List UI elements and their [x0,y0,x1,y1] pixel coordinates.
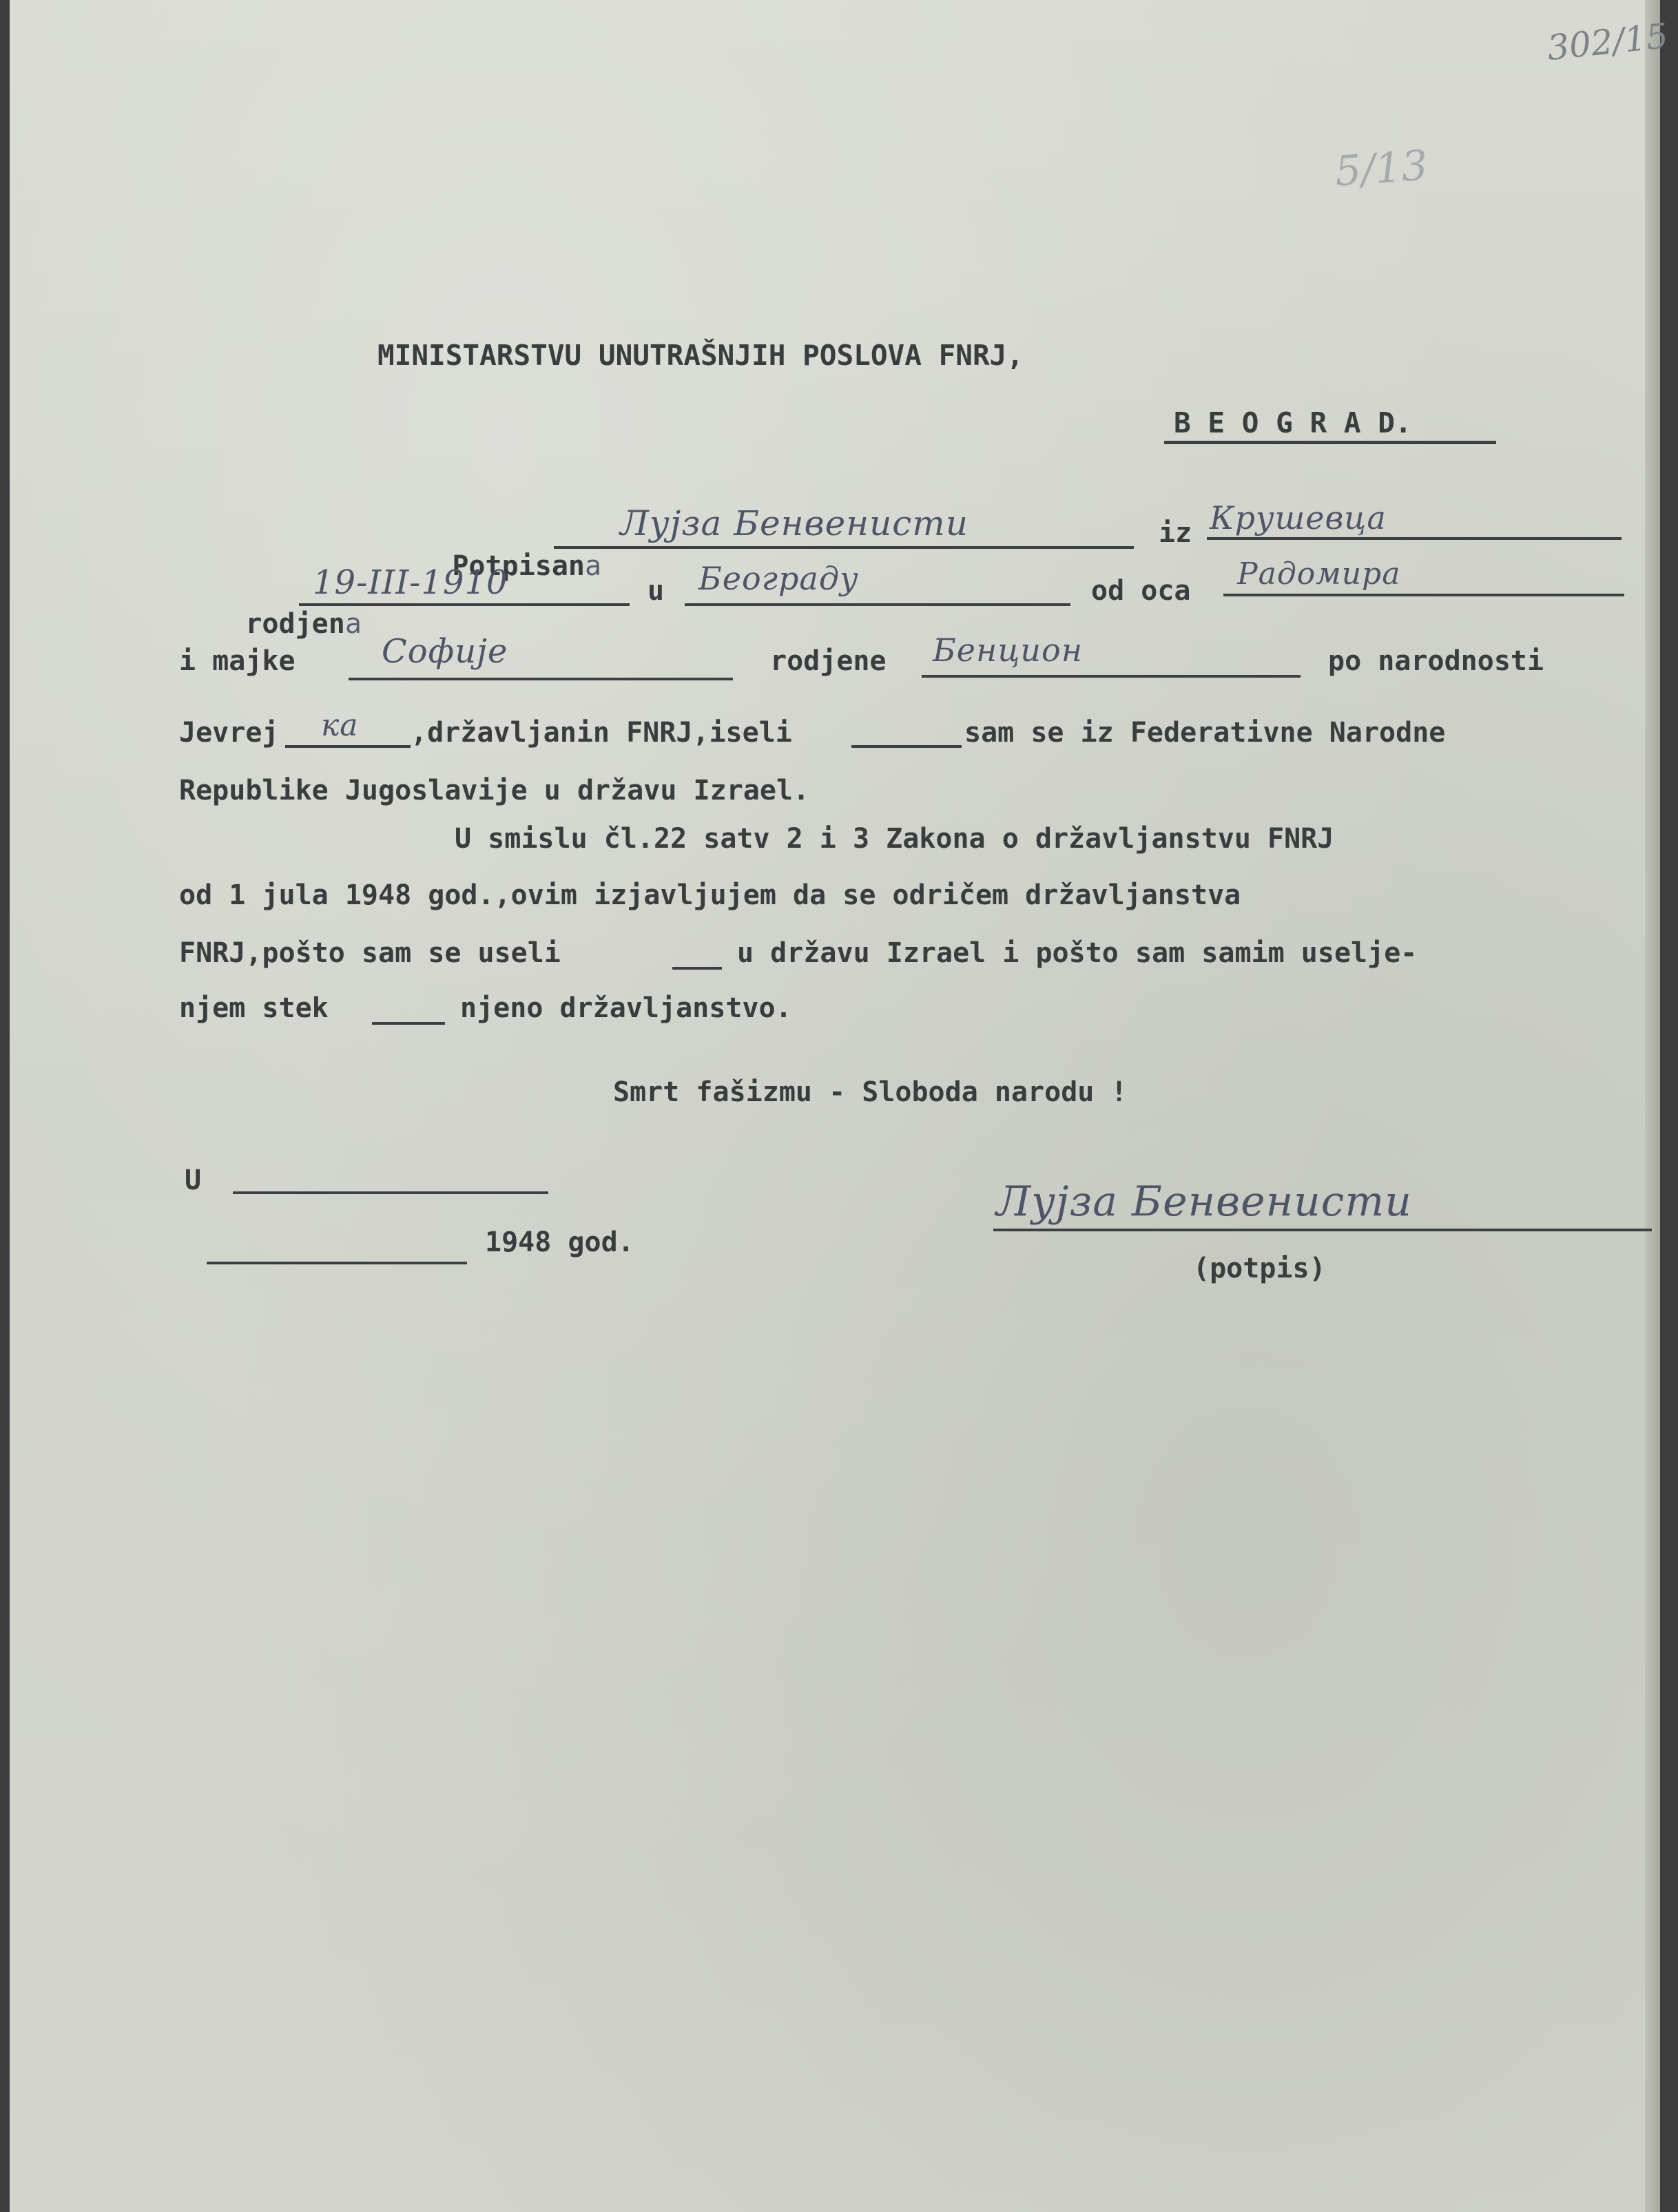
name-field-value: Лујза Бенвенисти [620,503,969,543]
declaration-line-1: U smislu čl.22 satv 2 i 3 Zakona o državljanstvu FNRJ [455,823,1334,855]
born-label-text: rodjen [245,608,345,640]
emigrated-text: sam se iz Federativne Narodne [964,717,1446,749]
declaration-line-3a: FNRJ,pošto sam se useli [179,937,561,969]
nationality-label: po narodnosti [1328,645,1544,677]
nationality-suffix-value: ка [321,708,359,743]
from-label: iz [1159,517,1192,549]
mother-label: i majke [179,645,296,677]
in-label: u [648,575,665,607]
city-line: B E O G R A D. [1174,406,1412,439]
father-label: od oca [1091,575,1191,607]
place-field-line [233,1191,548,1194]
city-underline [1164,441,1496,444]
signature: Лујза Бенвенисти [996,1178,1412,1226]
archive-subfolio-number: 5/13 [1333,141,1430,196]
from-field-value: Крушевца [1210,499,1387,536]
birth-place-field-value: Београду [698,560,859,597]
nationality-prefix: Jevrej [179,717,279,749]
document-page [10,0,1670,2212]
mother-maiden-label: rodjene [770,645,887,677]
father-field-line [1223,594,1624,596]
archive-folio-number: 302/15 [1545,15,1670,69]
declaration-line-3b: u državu Izrael i pošto sam samim uselje- [737,937,1418,969]
slogan: Smrt fašizmu - Sloboda narodu ! [613,1076,1128,1108]
declaration-line-2: od 1 jula 1948 god.,ovim izjavljujem da se odričem državljanstva [179,879,1241,911]
mother-maiden-field-value: Бенцион [933,632,1084,669]
birth-date-field-line [299,603,630,606]
addressee-line: MINISTARSTVU UNUTRAŠNJIH POSLOVA FNRJ, [377,339,1024,372]
mother-field-value: Софије [382,632,508,671]
signature-caption: (potpis) [1193,1253,1326,1284]
immigrated-suffix-field-line [672,967,722,970]
from-field-line [1207,537,1622,540]
year-text: 1948 god. [485,1227,634,1258]
birth-date-field-value: 19-III-1910 [313,563,508,602]
signature-line [993,1229,1652,1231]
mother-field-line [349,678,733,680]
name-field-line [554,546,1134,549]
signed-label-text: Potpisan [452,550,585,582]
acquired-suffix-field-line [372,1022,445,1025]
date-field-line [207,1262,467,1264]
birth-place-field-line [685,603,1070,606]
citizen-text: ,državljanin FNRJ,iseli [411,717,792,749]
declaration-line-4a: njem stek [179,992,329,1024]
nationality-suffix-field-line [285,745,411,748]
emigrated-suffix-field-line [851,745,962,748]
signed-label-suffix: a [584,550,602,582]
father-field-value: Радомира [1237,556,1401,592]
place-label: U [185,1165,202,1196]
republic-text: Republike Jugoslavije u državu Izrael. [179,775,810,806]
mother-maiden-field-line [922,675,1301,678]
born-label-suffix: a [344,608,362,640]
page-edge [1645,0,1660,2212]
declaration-line-4b: njeno državljanstvo. [460,992,792,1024]
